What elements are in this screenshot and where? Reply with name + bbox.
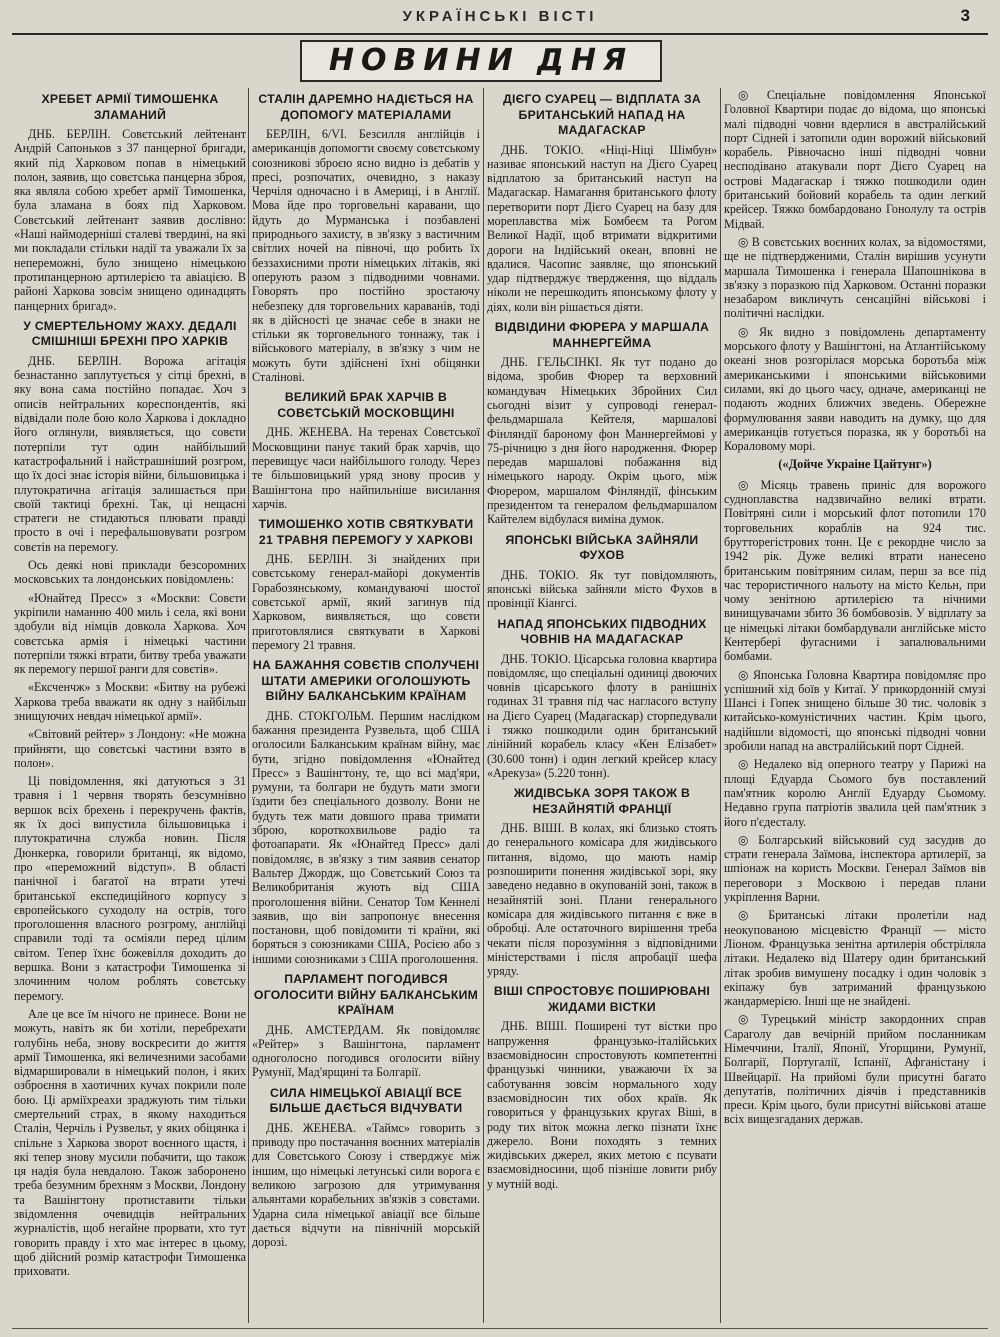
article	[252, 517, 480, 652]
bullet-icon: ◎	[738, 324, 756, 339]
news-brief	[724, 668, 986, 754]
news-brief	[724, 235, 986, 321]
bullet-icon: ◎	[738, 908, 766, 923]
news-brief-text: Британські літаки пролетіли над неокупованою місцевістю Франції — місто Ліоном. Французька зенітна артилерія обстріляла літаки. Недалеко від Шатеру один британський літак зробив вимушену посадку і один чоловік з екіпажу був затриманий французькою жандармерією. Інші ще не знайдені.	[724, 908, 986, 1009]
news-brief-text: В совєтських воєнних колах, за відомостями, ще не підтвердженими, Сталін вирішив усунути маршала Тимошенка і генерала Шапошнікова в зв'язку з поразкою під Харковом. Останні поразки незабаром викличуть сенсаційні військові і політичні наслідки.	[724, 234, 986, 321]
news-brief-text: Як видно з повідомлень департаменту морського флоту у Вашінгтоні, на Атлантійському океані знов розгорілася морська боротьба між американськими і японськими військовими силами, які до цього часу, одначе, американці не подають жодних ближчих зведень. Обережне формулювання заяви наводить на думку, що для американців готується поразка, як у боротьбі на Кораловому морі.	[724, 324, 986, 454]
article-paragraph: БЕРЛІН, 6/VI. Безсилля англійців і американців допомогти своєму совєтському союзникові зброєю ясно видно із дебатів у пресі, розпочатих, очевидно, з наказу Черчіля одночасно і в Америці, і в Англії. Мова йде про торговельні каравани, що йдуть до Мурманська і позбавлені природнього захисту, в зв'язку з вастичним світлих ночей на півночі, що робить їх беззахисними проти німецьких літаків, які оперують разом з підводними човнами. Говорять про постійно зростаючу небезпеку для торговельних караванів, тоді як в дійсності це значає себе в знаки не стільки як торговельного тоннажу, так і військового матеріалу, в зв'язку з чим не можуть бути здійснені їхні обіцянки Сталінові.	[252, 127, 480, 385]
column-divider	[248, 88, 249, 1323]
news-brief	[724, 833, 986, 904]
article-headline: ВІШІ СПРОСТОВУЄ ПОШИРЮВАНІ ЖИДАМИ ВІСТКИ	[493, 984, 711, 1014]
section-masthead	[300, 40, 662, 82]
news-brief	[724, 478, 986, 664]
article-paragraph: Ось деякі нові приклади безсоромних московських та лондонських повідомлень:	[14, 558, 246, 587]
header-rule	[12, 33, 988, 35]
article-headline: ВЕЛИКИЙ БРАК ХАРЧІВ В СОВЄТСЬКІЙ МОСКОВЩИНІ	[277, 390, 455, 420]
article-paragraph: «Ексченчж» з Москви: «Битву на рубежі Харкова треба вважати як одну з найбільш знищуючих невдач німецької армії».	[14, 680, 246, 723]
article-paragraph: Ці повідомлення, які датуються з 31 травня і 1 червня творять безсумнівно вершок всіх брехень і перекручень фактів, як їх досі випустила більшовицька і плутократична служба новин. Після Дюнкерка, говорили британці, як відомо, про «переможний відступ». В області панічної і багатої на втрати утечі британської експедиційного корпусу з європейського суходолу на острів, того проголошення власного розгрому, англійці справили тоді та осміяли перед цілим світом. Тепер їхнє божевілля доходить до вершка. Вони з катастрофи Тимошенка зі злочинним чолом роблять совєтську перемогу.	[14, 774, 246, 1003]
news-brief-text: Недалеко від оперного театру у Парижі на площі Едуарда Сьомого був поставлений пам'ятник королю Англії Едуарду Сьомому. Недавно група патріотів звалила цей пам'ятник з його п'єдесталу.	[724, 757, 986, 829]
article-headline: СИЛА НІМЕЦЬКОЇ АВІАЦІЇ ВСЕ БІЛЬШЕ ДАЄТЬСЯ ВІДЧУВАТИ	[269, 1085, 463, 1116]
article	[252, 92, 480, 384]
article-paragraph: ДНБ. ТОКІО. «Ніці-Ніці Шімбун» називає японський наступ на Дієго Суарец відплатою за британський наступ на Мадагаскар. Намагання британського флоту перетворити порт Дієго Суарец на базу для мореплавства між Бомбеєм та Рогом Великої Надії, щоб втримати відкритими дороги на Індійський океан, вповні не вдалися. Часопис заявляє, що японський удар підтверджує твердження, що віддаль ніколи не перешкодить японському флоту у діях, коли він рішається діяти.	[487, 142, 717, 314]
article-headline: ВІДВІДИНИ ФЮРЕРА У МАРШАЛА МАННЕРГЕЙМА	[494, 320, 710, 350]
article	[487, 320, 717, 527]
article-headline: НАПАД ЯПОНСЬКИХ ПІДВОДНИХ ЧОВНІВ НА МАДАГАСКАР	[497, 616, 707, 647]
article-paragraph: ДНБ. БЕРЛІН. Совєтський лейтенант Андрій Сапоньков з 37 панцерної бригади, який під Харковом попав в німецький полон, заявив, що совєтська панцерна зброя, яка являла собою хребет армії Тимошенка, була зламана в боях під Харковом. Совєтський лейтенант заявив дослівно: «Наші наймодерніші сталеві твердині, на які ми покладали стільки надії та уважали їх за непереможні, було знищено німецькою протипанцерною артилерією та авіацією. В районі Харкова зовсім знищено одинадцять панцерних бригад».	[14, 127, 246, 313]
news-brief-text: Японська Головна Квартира повідомляє про успішний хід боїв у Китаї. У прикордонній смузі Шансі і Гопек знищено більше 30 тис. чоловік з китайсько-комуністичних частин. Крім цього, надійшли відомості, що японські підводні човни зробили напад на австралійський порт Сідней.	[724, 667, 986, 754]
article-paragraph: ДНБ. ЖЕНЕВА. На теренах Совєтської Московщини панує такий брак харчів, що перевищує часи найбільшого голоду. Через те більшовицький уряд знову просив у Вашінгтона про найпильніше висилання харчів.	[252, 425, 480, 511]
news-brief	[724, 908, 986, 1008]
article-paragraph: ДНБ. АМСТЕРДАМ. Як повідомляє «Рейтер» з Вашінгтона, парламент одноголосно погодився оголосити війну Румунії, Мад'ярщині та Болгарії.	[252, 1022, 480, 1080]
article-paragraph: ДНБ. ТОКІО. Як тут повідомляють, японські війська зайняли місто Фухов в провінції Кіангсі.	[487, 567, 717, 611]
bullet-icon: ◎	[738, 667, 750, 682]
bullet-icon: ◎	[738, 88, 764, 102]
article-paragraph: ДНБ. ГЕЛЬСІНКІ. Як тут подано до відома, зробив Фюрер та верховний командувач Німецьких Збройних Сил сьогодні візит у супроводі генерал-фельдмаршала Кейтеля, маршалові Фінляндії бароному фон Маннергеймові у 75-річницю з дня його народження. Фюрер передав маршалові побажання від німецького народу. Окрім цього, між Фюрером, маршалом Фінляндії, фінським президентом та генералом фельдмаршалом Кайтелем відбулася виміна думок.	[487, 355, 717, 527]
news-brief	[724, 1012, 986, 1126]
article-headline: ДІЄГО СУАРЕЦ — ВІДПЛАТА ЗА БРИТАНСЬКИЙ НАПАД НА МАДАГАСКАР	[502, 92, 702, 137]
news-brief	[724, 88, 986, 231]
article-headline: ПАРЛАМЕНТ ПОГОДИВСЯ ОГОЛОСИТИ ВІЙНУ БАЛКАНСЬКИМ КРАЇНАМ	[253, 972, 479, 1018]
article	[252, 972, 480, 1080]
article-paragraph: ДНБ. ВІШІ. Поширені тут вістки про напруження французько-італійських взаємовідносин спростовують компетентні французькі чинники, уважаючи їх за саботування зовсім нормального ходу взаємовідносин тих обох країв. Як говориться у французьких кругах Віші, в роду тих віток можна легко пізнати їхнє джерело. Вони походять з темних жидівських джерел, яких метою є псувати взаємовідносини, щоб пізніше ловити рибу у мутній воді.	[487, 1019, 717, 1191]
running-head	[0, 4, 1000, 28]
news-brief-text: Спеціальне повідомлення Японської Головної Квартири подає до відома, що японські малі підводні човни вдерлися в австралійський порт Сідней і затопили один ворожий військовий корабель. Рівночасно інші підводні човни несподівано атакували порт Дієго Суарец на острові Мадагаскар і тяжко пошкодили один британський бойовий корабель та один легкий крейсер. Тяжко бомбардовано Гонолулу та острів Мідвай.	[724, 88, 986, 231]
article	[487, 92, 717, 314]
column-4	[724, 88, 986, 1328]
article-headline: ЖИДІВСЬКА ЗОРЯ ТАКОЖ В НЕЗАЙНЯТІЙ ФРАНЦІЇ	[513, 786, 691, 816]
article	[14, 319, 246, 1279]
article	[252, 1086, 480, 1250]
news-brief	[724, 757, 986, 828]
article-headline: НА БАЖАННЯ СОВЄТІВ СПОЛУЧЕНІ ШТАТИ АМЕРИКИ ОГОЛОШУЮТЬ ВІЙНУ БАЛКАНСЬКИМ КРАЇНАМ	[252, 658, 480, 704]
newspaper-title: УКРАЇНСЬКІ ВІСТІ	[402, 8, 598, 25]
article-headline: ХРЕБЕТ АРМІЇ ТИМОШЕНКА ЗЛАМАНИЙ	[41, 92, 219, 122]
article-paragraph: «Світовий рейтер» з Лондону: «Не можна прийняти, що совєтські частини взято в полон».	[14, 727, 246, 770]
footer-rule	[12, 1328, 988, 1329]
column-divider	[483, 88, 484, 1323]
bullet-icon: ◎	[738, 477, 758, 492]
article-paragraph: ДНБ. ТОКІО. Цісарська головна квартира повідомляє, що спеціальні одиниці двоючих човнів цісарського флоту в ранішніх годинах 31 травня під час нагласого вступу на Дієго Суарец (Мадагаскар) сторпедували і тяжко пошкодили один британський лінійний корабель класу «Кен Елізабет» (30.600 тонн) і один легкий крейсер класу «Арекуза» (5.220 тонн).	[487, 651, 717, 780]
article-paragraph: ДНБ. БЕРЛІН. Ворожа агітація безнастанно заплутується у сітці брехні, в яку вона сама постійно попадає. Хоч з описів нейтральних кореспондентів, які відвідали поле бою коло Харкова і докладно його оглянули, виявляється, що совєти потерпіли тут один найбільший катастрофальний і найстрашніший розгром, що їх досі знає історія війни, більшовицька і плутократична агітація залишається при своїй тактиці брехні. Так, ці нещасні стратеги не стидаються плювати правді просто в очі і перефальшовувати розгром совєтів на перемогу.	[14, 353, 246, 554]
source-attribution: («Дойче Украіне Цайтунг»)	[778, 457, 932, 472]
bullet-icon: ◎	[738, 1012, 759, 1027]
article-paragraph: ДНБ. ЖЕНЕВА. «Таймс» говорить з приводу про постачання воєнних матеріалів для Совєтського Союзу і стверджує між іншим, що німецькі летунські сили ворога є великою загрозою для утримування альянтами корабельних зв'язків з совєтами. Ударна сила німецької авіації все більше дається відчути на північній морській дорозі.	[252, 1120, 480, 1250]
article	[14, 92, 246, 313]
article	[487, 533, 717, 611]
section-title: НОВИНИ ДНЯ	[328, 43, 634, 78]
page-number: 3	[960, 6, 970, 25]
news-brief-text: Болгарський військовий суд засудив до страти генерала Заїмова, інспектора артилерії, за шпіонаж на користь Москви. Генерал Заїмов вів переговори з Москвою і передав плани укріплення Варни.	[724, 832, 986, 905]
article-headline: ТИМОШЕНКО ХОТІВ СВЯТКУВАТИ 21 ТРАВНЯ ПЕРЕМОГУ У ХАРКОВІ	[258, 517, 474, 547]
column-2	[252, 88, 480, 1328]
column-divider	[720, 88, 721, 1323]
article	[487, 786, 717, 978]
bullet-icon: ◎	[738, 832, 756, 847]
article-paragraph: «Юнайтед Пресс» з «Москви: Совєти укріпили наманню 400 миль і села, які вони здобули від німців довкола Харкова. Хоч совєтська армія і німецькі частини потерпіли тяжкі втрати, битву треба уважати як перемогу першої ранги для совєтів».	[14, 590, 246, 677]
article	[487, 984, 717, 1191]
article	[252, 390, 480, 511]
article-paragraph: ДНБ. ВІШІ. В колах, які близько стоять до генерального комісара для жидівського питання, відомо, що мають намір розпоширити понення жидівської зорі, яку заведено недавно в окупованій зоні, також в незайнятій зоні. Плани генерального комісара для жидівського питання є вже в обробці. Але остаточного вирішення треба чекати після порозуміння з відповідними міністерствами і після апробації шефа уряду.	[487, 821, 717, 979]
article-headline: СТАЛІН ДАРЕМНО НАДІЄТЬСЯ НА ДОПОМОГУ МАТЕРІАЛАМИ	[258, 92, 474, 122]
news-brief	[724, 325, 986, 454]
column-3	[487, 88, 717, 1328]
news-brief-text: Місяць травень приніс для ворожого судноплавства надзвичайно великі втрати. Повітряні сили і морський флот потопили 170 торговельних кораблів на 924 тис. брутторегістрових тонн. Це є рекордне число за 1942 рік. Дуже великі втрати нанесено британським повітряним силам, перш за все під час терористичного нальоту на місто Кельн, при чому зенітною артилерією та нічними винищувачами збито 36 бомбовозів. У відплату за це німецькі літаки бомбардували англійське місто Кентербері фугасними і запалювальними бомбами.	[724, 477, 986, 664]
column-1	[14, 88, 246, 1328]
bullet-icon: ◎	[738, 234, 749, 249]
article	[252, 658, 480, 966]
news-brief-text: Турецький міністр закордонних справ Сараголу дав вечірній прийом посланникам Німеччини, Італії, Японії, Угорщини, Румунії, Болгарії, Португалії, Іспанії, Афганістану і Швейцарії. На прийомі були присутні багато депутатів, політичних діячів і представників преси. Крім цього, були присутні військові аташе всіх вищезгаданих держав.	[724, 1012, 986, 1127]
article-paragraph: ДНБ. СТОКГОЛЬМ. Першим наслідком бажання президента Рузвельта, щоб США оголосили Балканським країнам війну, має бути, згідно повідомлення «Юнайтед Пресс» з Вашінгтону, те, що всі мад'яри, румуни, та болгари не будуть мати змоги їздити без спеціального дозволу. Вони не будуть теж мати довшого права тримати зброю, короткохвильове радіо та фотоапарати. Як «Юнайтед Пресс» далі повідомляє, в зв'язку з тим заявив сенатор Вальтер Джордж, що Совєтський Союз та Великобританія жують від США проголошення війни. Сенатор Том Кеннелі заявив, що він запропонує внесення постанови, щоб повідомити ті країни, які боряться з союзниками США, Росією або з іншими союзниками з США проголошення.	[252, 708, 480, 966]
bullet-icon: ◎	[738, 757, 751, 772]
article-headline: У СМЕРТЕЛЬНОМУ ЖАХУ. ДЕДАЛІ СМІШНІШІ БРЕХНІ ПРО ХАРКІВ	[23, 318, 237, 349]
article-paragraph: ДНБ. БЕРЛІН. Зі знайдених при совєтському генерал-майорі документів Горабозянському, командуваючі шостої совєтської армії, який загинув під Харковом, виявляється, що совєти приготовлялися святкувати в Харкові перемогу 21 травня.	[252, 552, 480, 652]
article-headline: ЯПОНСЬКІ ВІЙСЬКА ЗАЙНЯЛИ ФУХОВ	[505, 532, 699, 563]
article-paragraph: Але це все їм нічого не принесе. Вони не можуть, навіть як би хотіли, перебрехати голубінь неба, знову воскресити до життя армії Тимошенка, які величезними засобами відмаршировали в німецький полон, і яких озброєння в хаотичних кучах покрили поле бою. Ці арміїхреахи зраджують тим тільки смертельний страх, в якому находиться Сталін, Черчіль і Рузвельт, у яких обіцянка і спільне з Харкова зворот воєнного щастя, і які тепер знову мусили побачити, що також ця надія була невдалою. Також заборонено треба безумним брехням з Москви, Лондону та Вашінгтону протиставити тільки звідомлення очевидців нейтральних журналістів, щоб негайне прорвати, хто тут говорить правду і хто має інтерес в цьому, щоб дійсний розмір катастрофи Тимошенка приховати.	[14, 1006, 246, 1279]
article	[487, 617, 717, 781]
